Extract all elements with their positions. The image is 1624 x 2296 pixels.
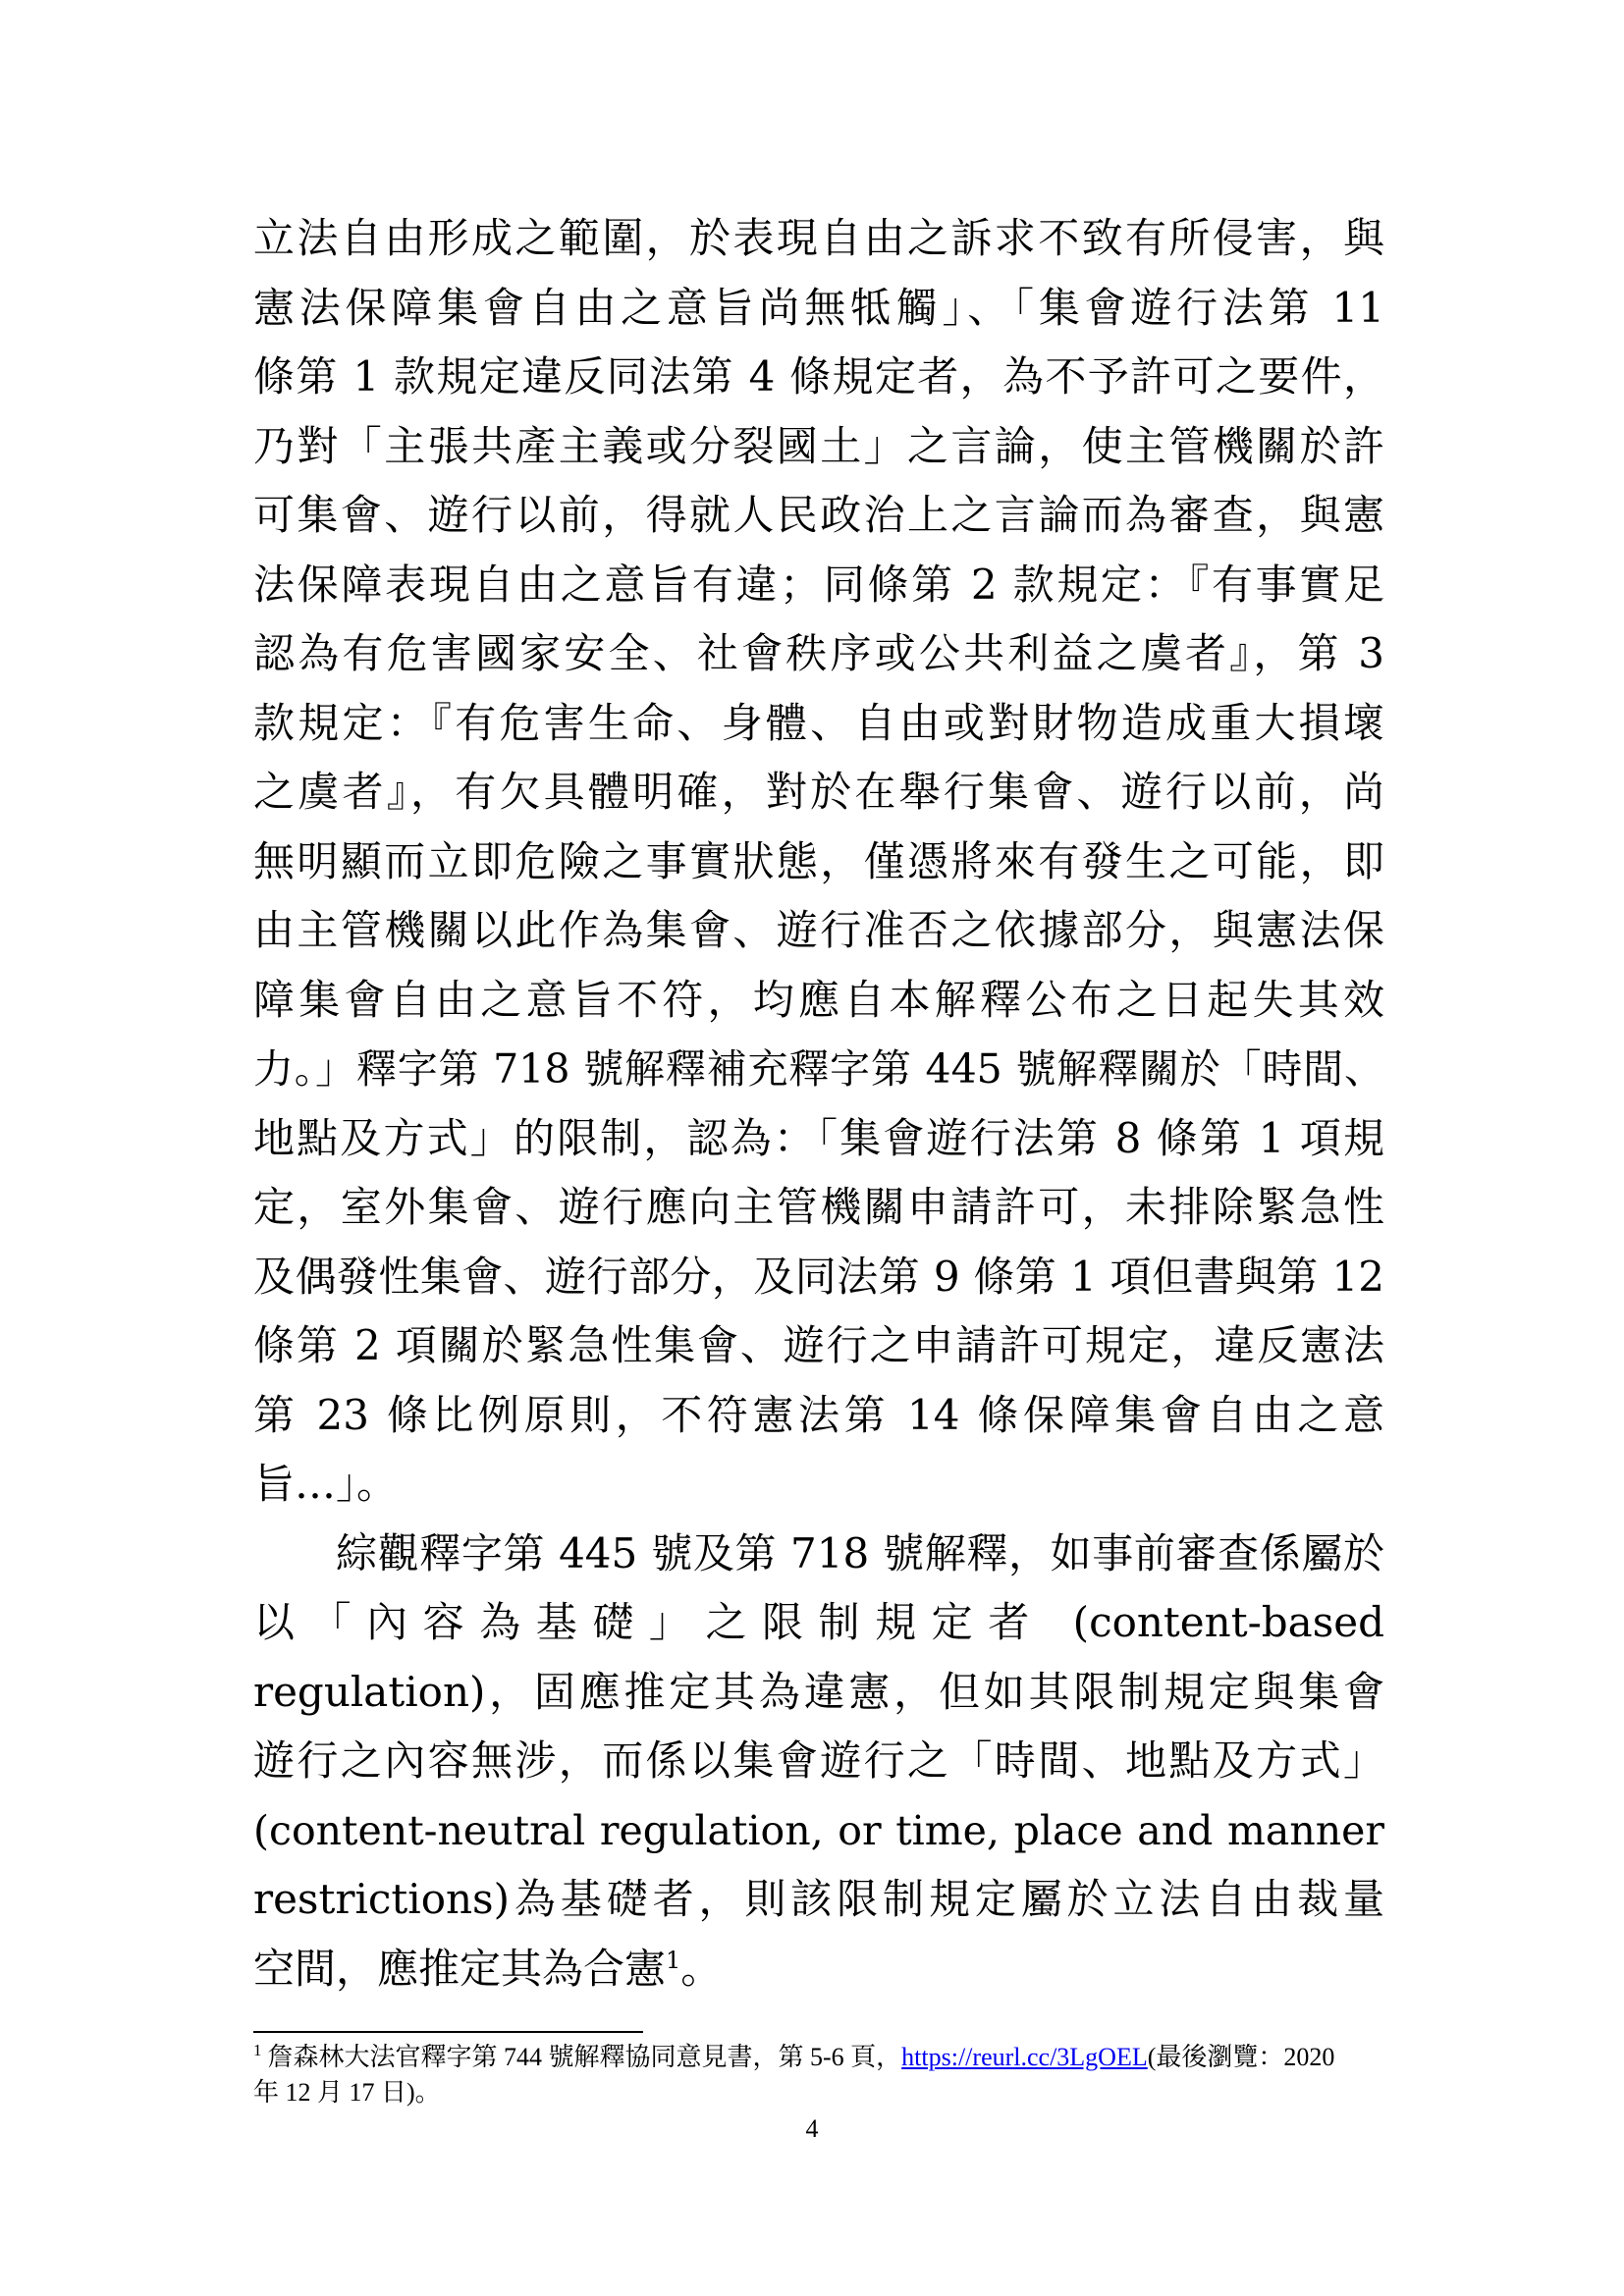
body-text: [253, 204, 1384, 2003]
footnote-text-after: (最後瀏覽：2020: [1147, 2043, 1335, 2071]
body-line: 以「內容為基礎」之限制規定者 (content-based: [253, 1598, 1384, 1646]
body-line: 立法自由形成之範圍，於表現自由之訴求不致有所侵害，與: [253, 214, 1384, 262]
footnote-separator: [253, 2031, 643, 2033]
body-line: 及偶發性集會、遊行部分，及同法第 9 條第 1 項但書與第 12: [253, 1252, 1384, 1301]
body-line: 乃對「主張共產主義或分裂國土」之言論，使主管機關於許: [253, 421, 1384, 470]
body-line: (content-neutral regulation, or time, place and manner: [253, 1806, 1384, 1854]
body-line: 法保障表現自由之意旨有違；同條第 2 款規定：『有事實足: [253, 560, 1384, 609]
body-line: 力。」釋字第 718 號解釋補充釋字第 445 號解釋關於「時間、: [253, 1045, 1384, 1093]
footnote-reference[interactable]: 1: [666, 1946, 681, 1974]
body-line: 條第 2 項關於緊急性集會、遊行之申請許可規定，違反憲法: [253, 1321, 1384, 1369]
body-line: 旨…」。: [253, 1460, 399, 1508]
body-line: 條第 1 款規定違反同法第 4 條規定者，為不予許可之要件，: [253, 352, 1384, 400]
footnote-text: 詹森林大法官釋字第 744 號解釋協同意見書，第 5-6 頁，: [267, 2043, 902, 2071]
footnote-line: [253, 2040, 1384, 2075]
body-line-text: 空間，應推定其為合憲: [253, 1944, 667, 1993]
body-line: 定，室外集會、遊行應向主管機關申請許可，未排除緊急性: [253, 1183, 1384, 1231]
footnote-line-2: 年 12 月 17 日)。: [253, 2078, 441, 2107]
body-line: 遊行之內容無涉，而係以集會遊行之「時間、地點及方式」: [253, 1736, 1384, 1785]
body-line: 可集會、遊行以前，得就人民政治上之言論而為審查，與憲: [253, 491, 1384, 539]
body-line: 綜觀釋字第 445 號及第 718 號解釋，如事前審查係屬於: [336, 1528, 1384, 1577]
body-line: 地點及方式」的限制，認為：「集會遊行法第 8 條第 1 項規: [253, 1113, 1384, 1162]
body-line: 款規定：『有危害生命、身體、自由或對財物造成重大損壞: [253, 698, 1384, 747]
body-line: 由主管機關以此作為集會、遊行准否之依據部分，與憲法保: [253, 906, 1384, 954]
footnote-number: 1: [253, 2041, 262, 2060]
body-line: 障集會自由之意旨不符，均應自本解釋公布之日起失其效: [253, 975, 1384, 1024]
body-line: 第 23 條比例原則，不符憲法第 14 條保障集會自由之意: [253, 1390, 1384, 1439]
footnote: [253, 2040, 1384, 2110]
body-line: regulation)，固應推定其為違憲，但如其限制規定與集會: [253, 1667, 1384, 1716]
body-line: 認為有危害國家安全、社會秩序或公共利益之虞者』，第 3: [253, 629, 1384, 677]
page-number: 4: [805, 2114, 819, 2143]
body-line: 無明顯而立即危險之事實狀態，僅憑將來有發生之可能，即: [253, 836, 1384, 885]
body-line: 之虞者』，有欠具體明確，對於在舉行集會、遊行以前，尚: [253, 768, 1384, 816]
body-line: restrictions)為基礎者，則該限制規定屬於立法自由裁量: [253, 1875, 1384, 1923]
body-line-end: 。: [680, 1944, 723, 1993]
body-line-last: [253, 1935, 1384, 2004]
body-line: 憲法保障集會自由之意旨尚無牴觸」、「集會遊行法第 11: [253, 283, 1384, 332]
footnote-link[interactable]: https://reurl.cc/3LgOEL: [901, 2043, 1148, 2071]
